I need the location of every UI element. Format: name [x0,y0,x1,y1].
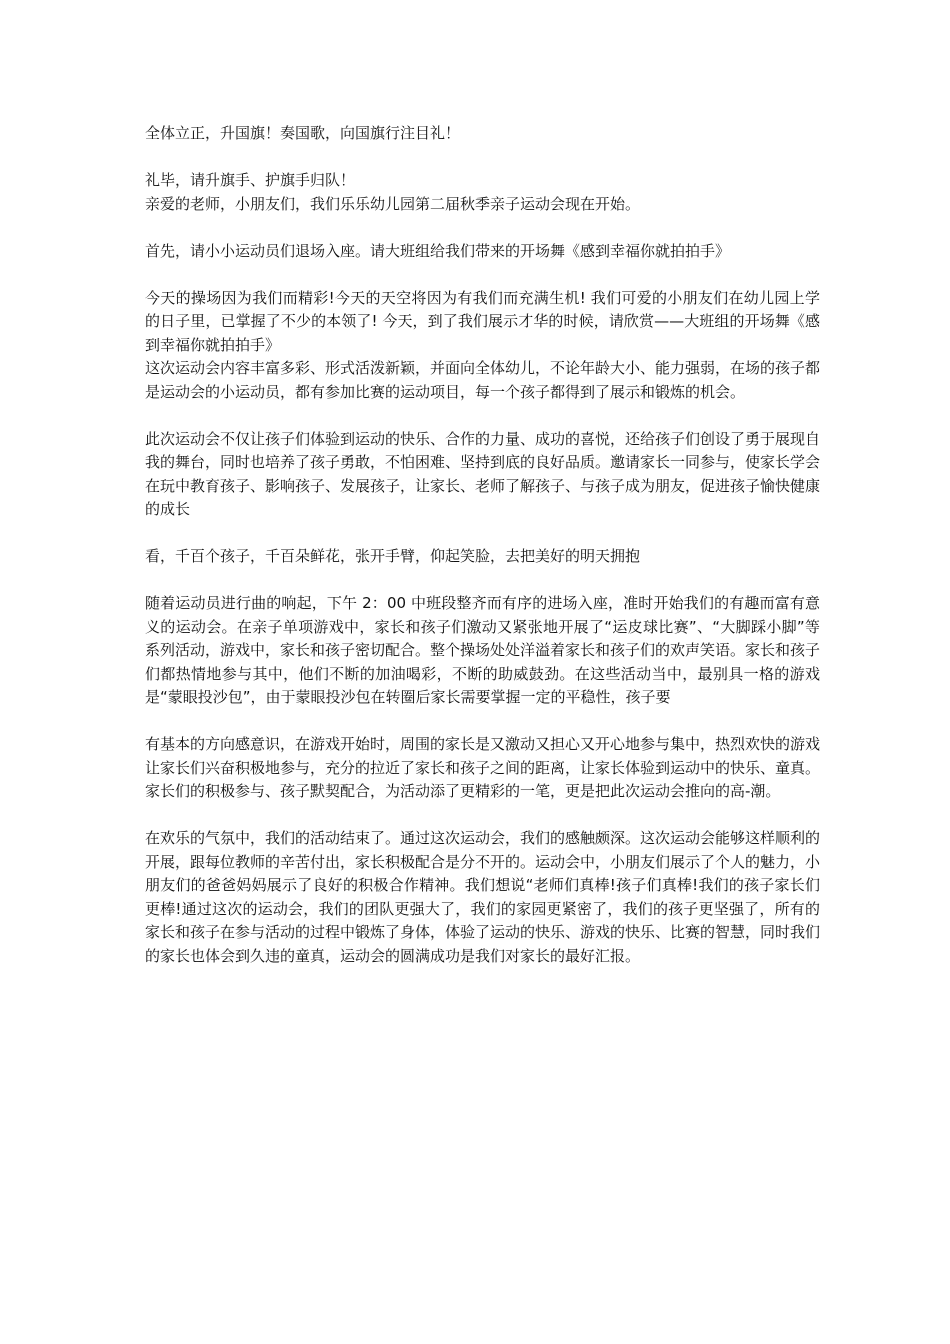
paragraph-activities: 随着运动员进行曲的响起，下午 2：00 中班段整齐而有序的进场入座，准时开始我们的有趣而富有意义的运动会。在亲子单项游戏中，家长和孩子们激动又紧张地开展了“运皮球比赛”、“大脚踩小脚”等系列活动，游戏中，家长和孩子密切配合。整个操场处处洋溢着家长和孩子们的欢声笑语。家长和孩子们都热情地参与其中，他们不断的加油喝彩，不断的助威鼓劲。在这些活动当中，最别具一格的游戏是“蒙眼投沙包”，由于蒙眼投沙包在转圈后家长需要掌握一定的平稳性，孩子要 [145,594,821,706]
paragraph-return-to-ranks: 礼毕，请升旗手、护旗手归队！ [145,171,356,189]
paragraph-event-purpose: 此次运动会不仅让孩子们体验到运动的快乐、合作的力量、成功的喜悦，还给孩子们创设了勇于展现自我的舞台，同时也培养了孩子勇敢，不怕困难、坚持到底的良好品质。邀请家长一同参与，使家长学会在玩中教育孩子、影响孩子、发展孩子，让家长、老师了解孩子、与孩子成为朋友，促进孩子愉快健康的成长 [145,429,821,518]
paragraph-conclusion: 在欢乐的气氛中，我们的活动结束了。通过这次运动会，我们的感触颇深。这次运动会能够这样顺利的开展，跟每位教师的辛苦付出，家长积极配合是分不开的。运动会中，小朋友们展示了个人的魅力，小朋友们的爸爸妈妈展示了良好的积极合作精神。我们想说“老师们真棒!孩子们真棒!我们的孩子家长们更棒!通过这次的运动会，我们的团队更强大了，我们的家园更紧密了，我们的孩子更坚强了，所有的家长和孩子在参与活动的过程中锻炼了身体，体验了运动的快乐、游戏的快乐、比赛的智慧，同时我们的家长也体会到久违的童真，运动会的圆满成功是我们对家长的最好汇报。 [145,829,821,965]
paragraph-children-slogan: 看，千百个孩子，千百朵鲜花，张开手臂，仰起笑脸，去把美好的明天拥抱 [145,547,641,565]
paragraph-opening-announcement: 亲爱的老师，小朋友们，我们乐乐幼儿园第二届秋季亲子运动会现在开始。 [145,194,641,213]
document-body [145,122,820,992]
paragraph-flag-raising: 全体立正，升国旗！奏国歌，向国旗行注目礼！ [145,124,461,142]
paragraph-opening-dance: 首先，请小小运动员们退场入座。请大班组给我们带来的开场舞《感到幸福你就拍拍手》 [145,241,731,260]
paragraph-introduction: 今天的操场因为我们而精彩!今天的天空将因为有我们而充满生机! 我们可爱的小朋友们在幼儿园上学的日子里，已掌握了不少的本领了! 今天，到了我们展示才华的时候，请欣赏——大班组的开场舞《感到幸福你就拍拍手》 [145,288,820,354]
paragraph-parent-participation: 有基本的方向感意识，在游戏开始时，周围的家长是又激动又担心又开心地参与集中，热烈欢快的游戏让家长们兴奋积极地参与，充分的拉近了家长和孩子之间的距离，让家长体验到运动中的快乐、童真。家长们的积极参与、孩子默契配合，为活动添了更精彩的一笔，更是把此次运动会推向的高-潮。 [145,735,821,800]
paragraph-event-overview: 这次运动会内容丰富多彩、形式活泼新颖，并面向全体幼儿，不论年龄大小、能力强弱，在场的孩子都是运动会的小运动员，都有参加比赛的运动项目，每一个孩子都得到了展示和锻炼的机会。 [145,359,821,401]
